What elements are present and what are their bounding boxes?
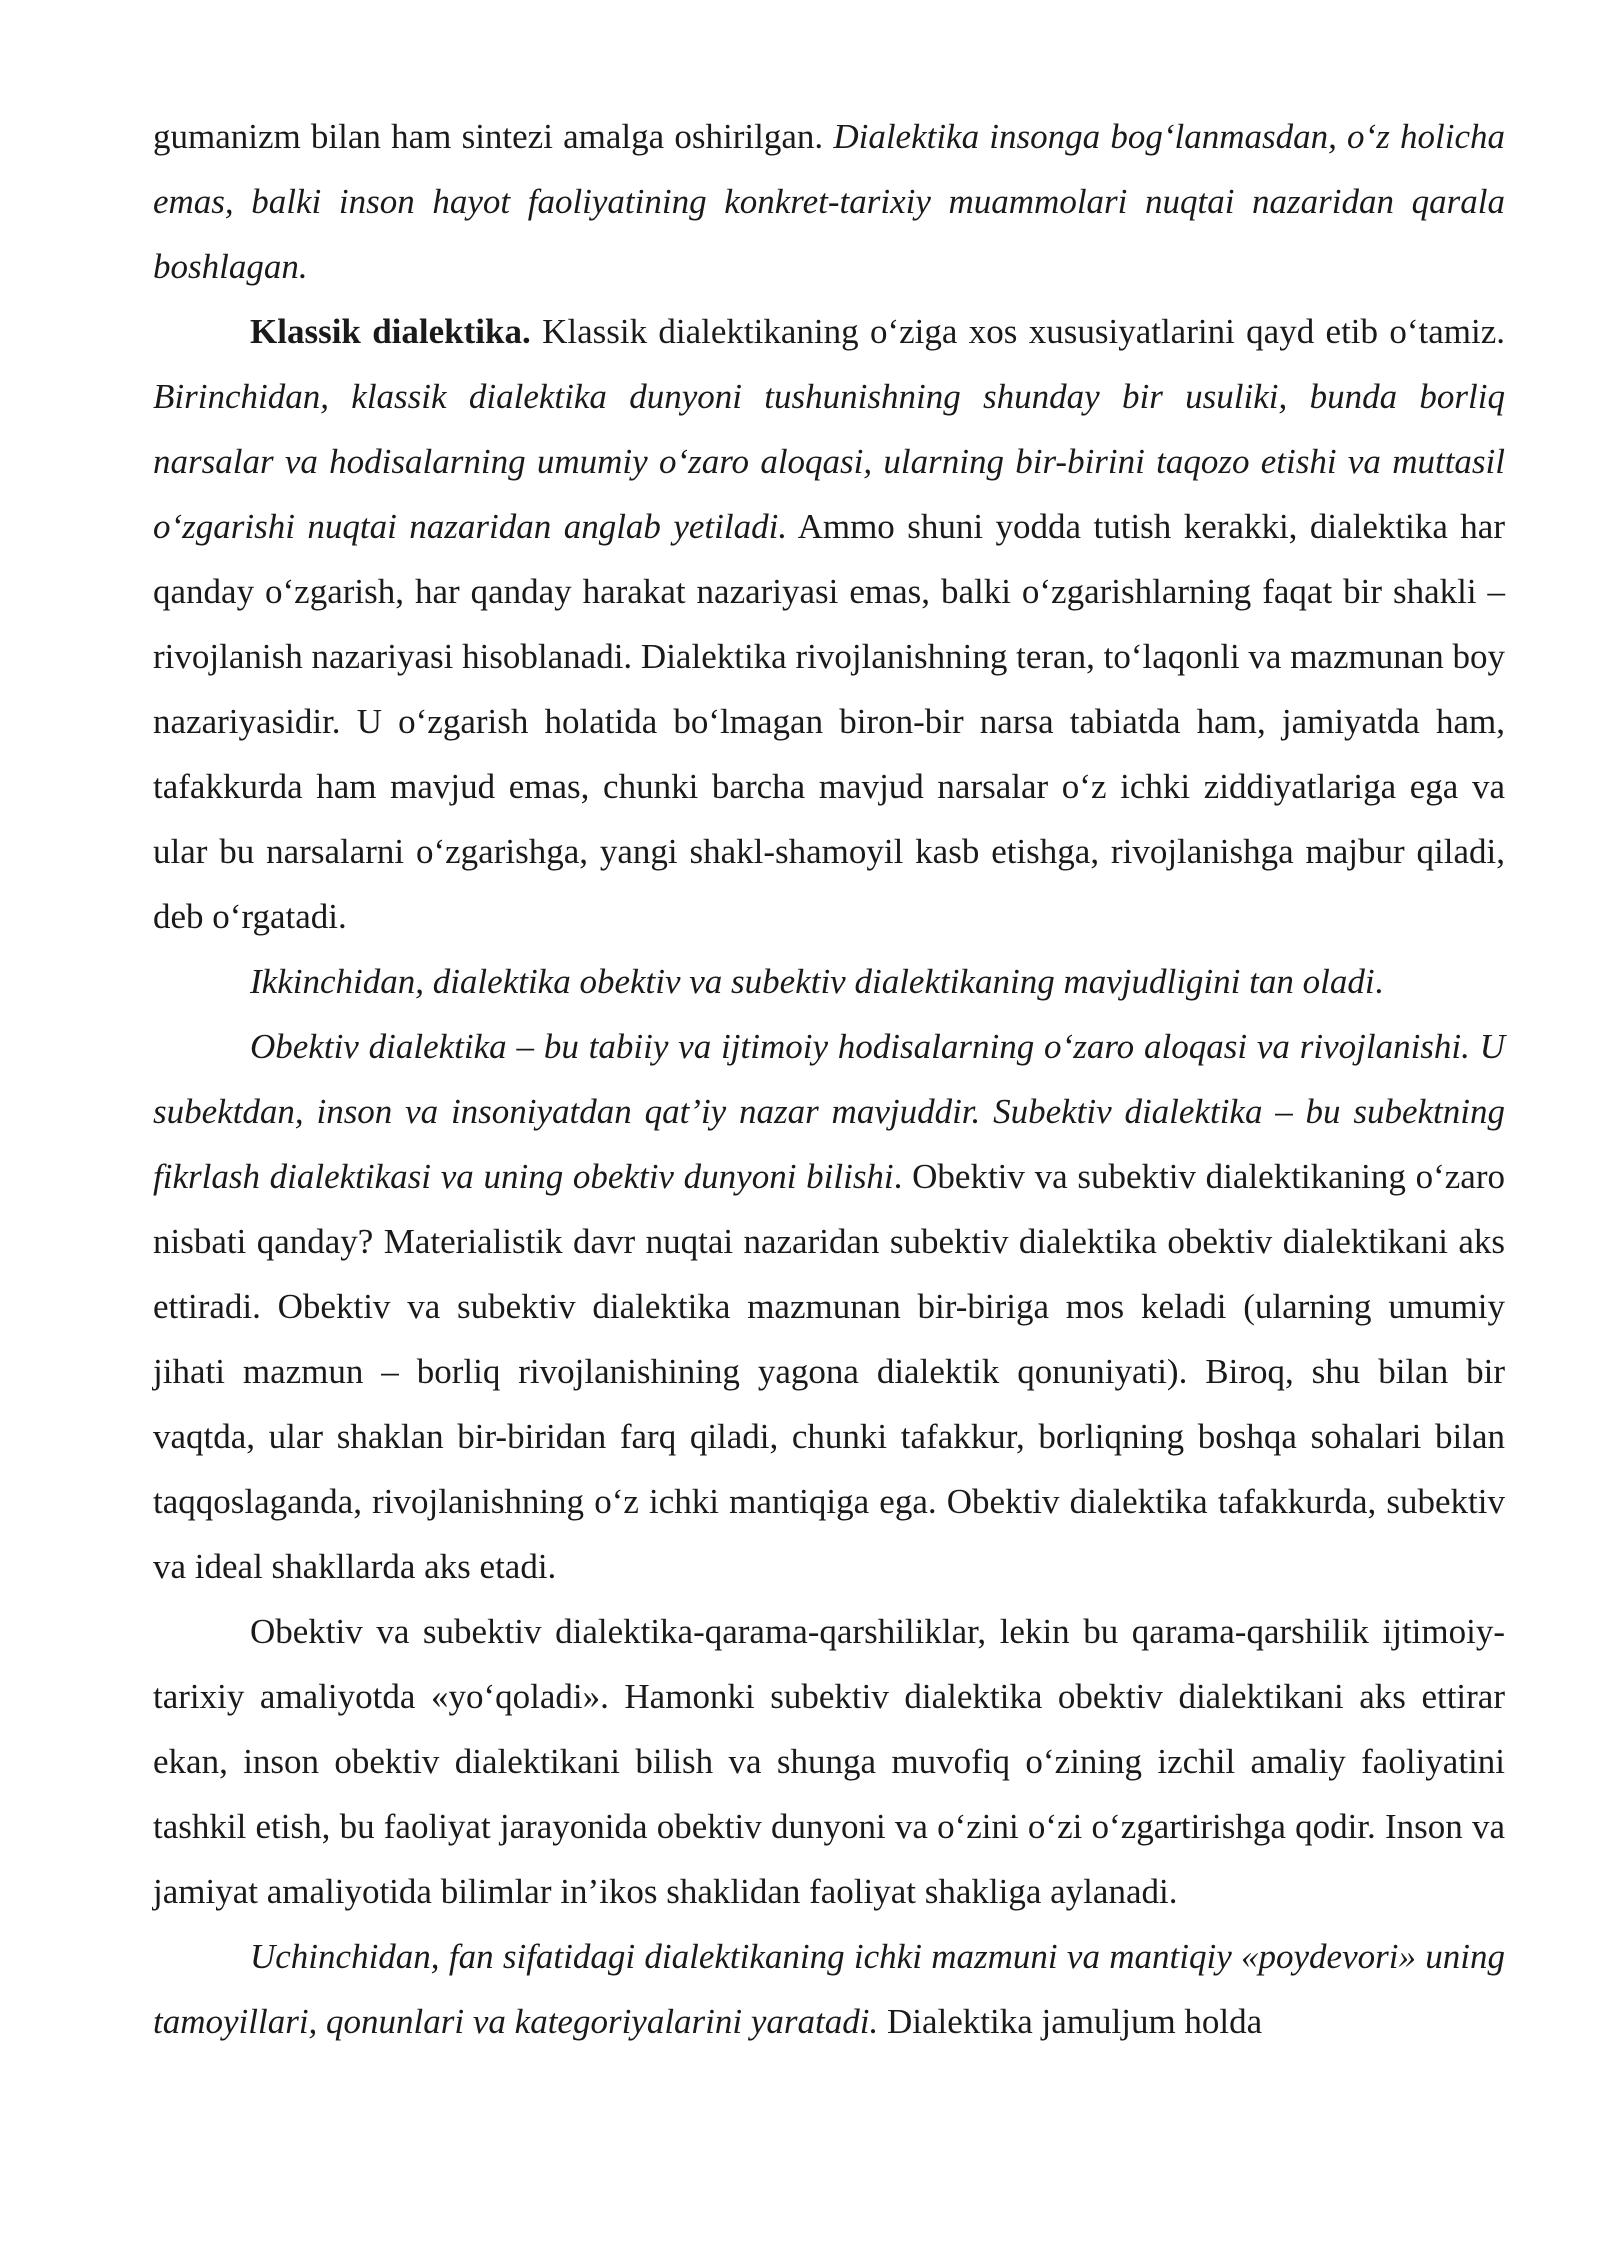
paragraph-4 [153,1014,1505,1599]
section-heading: Klassik dialektika. [250,312,531,351]
document-page [153,104,1505,2054]
paragraph-3 [153,949,1505,1014]
paragraph-text: Ammo shuni yodda tutish kerakki, dialektika har qanday o‘zgarish, har qanday harakat nazariyasi emas, balki o‘zgarishlarning faqat bir shakli – rivojlanish nazariyasi hisoblanadi. Dialektika rivojlanishning teran, to‘laqonli va mazmunan boy nazariyasidir. U o‘zgarish holatida bo‘lmagan biron-bir narsa tabiatda ham, jamiyatda ham, tafakkurda ham mavjud emas, chunki barcha mavjud narsalar o‘z ichki ziddiyatlariga ega va ular bu narsalarni o‘zgarishga, yangi shakl-shamoyil kasb etishga, rivojlanishga majbur qiladi, deb o‘rgatadi. [153,507,1506,936]
paragraph-text: Obektiv va subektiv dialektika-qarama-qarshiliklar, lekin bu qarama-qarshilik ijtimoiy-tarixiy amaliyotda «yo‘qoladi». Hamonki subektiv dialektika obektiv dialektikani aks ettirar ekan, inson obektiv dialektikani bilish va shunga muvofiq o‘zining izchil amaliy faoliyatini tashkil etish, bu faoliyat jarayonida obektiv dunyoni va o‘zini o‘zi o‘zgartirishga qodir. Inson va jamiyat amaliyotida bilimlar in’ikos shaklidan faoliyat shakliga aylanadi. [153,1612,1505,1911]
italic-text: Dialektika insonga bog‘lanmasdan, o‘z holicha emas, balki inson hayot faoliyatining konkret-tarixiy muammolari nuqtai nazaridan qarala boshlagan. [153,117,1505,286]
paragraph-text: Dialektika jamuljum holda [878,2002,1263,2041]
paragraph-2 [153,299,1505,949]
paragraph-text: Klassik dialektikaning o‘ziga xos xususiyatlarini qayd etib o‘tamiz. [530,312,1506,351]
italic-text: Obektiv dialektika – bu tabiiy va ijtimoiy hodisalarning o‘zaro aloqasi va rivojlanishi. U subektdan, inson va insoniyatdan qat’iy nazar mavjuddir. Subektiv dialektika – bu subektning fikrlash dialektikasi va uning obektiv dunyoni bilishi [153,1027,1505,1196]
italic-text: Uchinchidan, fan sifatidagi dialektikaning ichki mazmuni va mantiqiy «poydevori» uning tamoyillari, qonunlari va kategoriyalarini yaratadi. [153,1937,1505,2041]
paragraph-1 [153,104,1505,299]
paragraph-text: gumanizm bilan ham sintezi amalga oshirilgan. [153,117,834,156]
italic-text: Ikkinchidan, dialektika obektiv va subektiv dialektikaning mavjudligini tan oladi [250,962,1375,1001]
paragraph-5 [153,1599,1505,1924]
paragraph-6 [153,1924,1505,2054]
paragraph-text: . Obektiv va subektiv dialektikaning o‘zaro nisbati qanday? Materialistik davr nuqtai nazaridan subektiv dialektika obektiv dialektikani aks ettiradi. Obektiv va subektiv dialektika mazmunan bir-biriga mos keladi (ularning umumiy jihati mazmun – borliq rivojlanishining yagona dialektik qonuniyati). Biroq, shu bilan bir vaqtda, ular shaklan bir-biridan farq qiladi, chunki tafakkur, borliqning boshqa sohalari bilan taqqoslaganda, rivojlanishning o‘z ichki mantiqiga ega. Obektiv dialektika tafakkurda, subektiv va ideal shakllarda aks etadi. [153,1157,1505,1586]
italic-text: Birinchidan, klassik dialektika dunyoni tushunishning shunday bir usuliki, bunda borliq narsalar va hodisalarning umumiy o‘zaro aloqasi, ularning bir-birini taqozo etishi va muttasil o‘zgarishi nuqtai nazaridan anglab yetiladi. [153,377,1505,546]
paragraph-text: . [1374,962,1384,1001]
